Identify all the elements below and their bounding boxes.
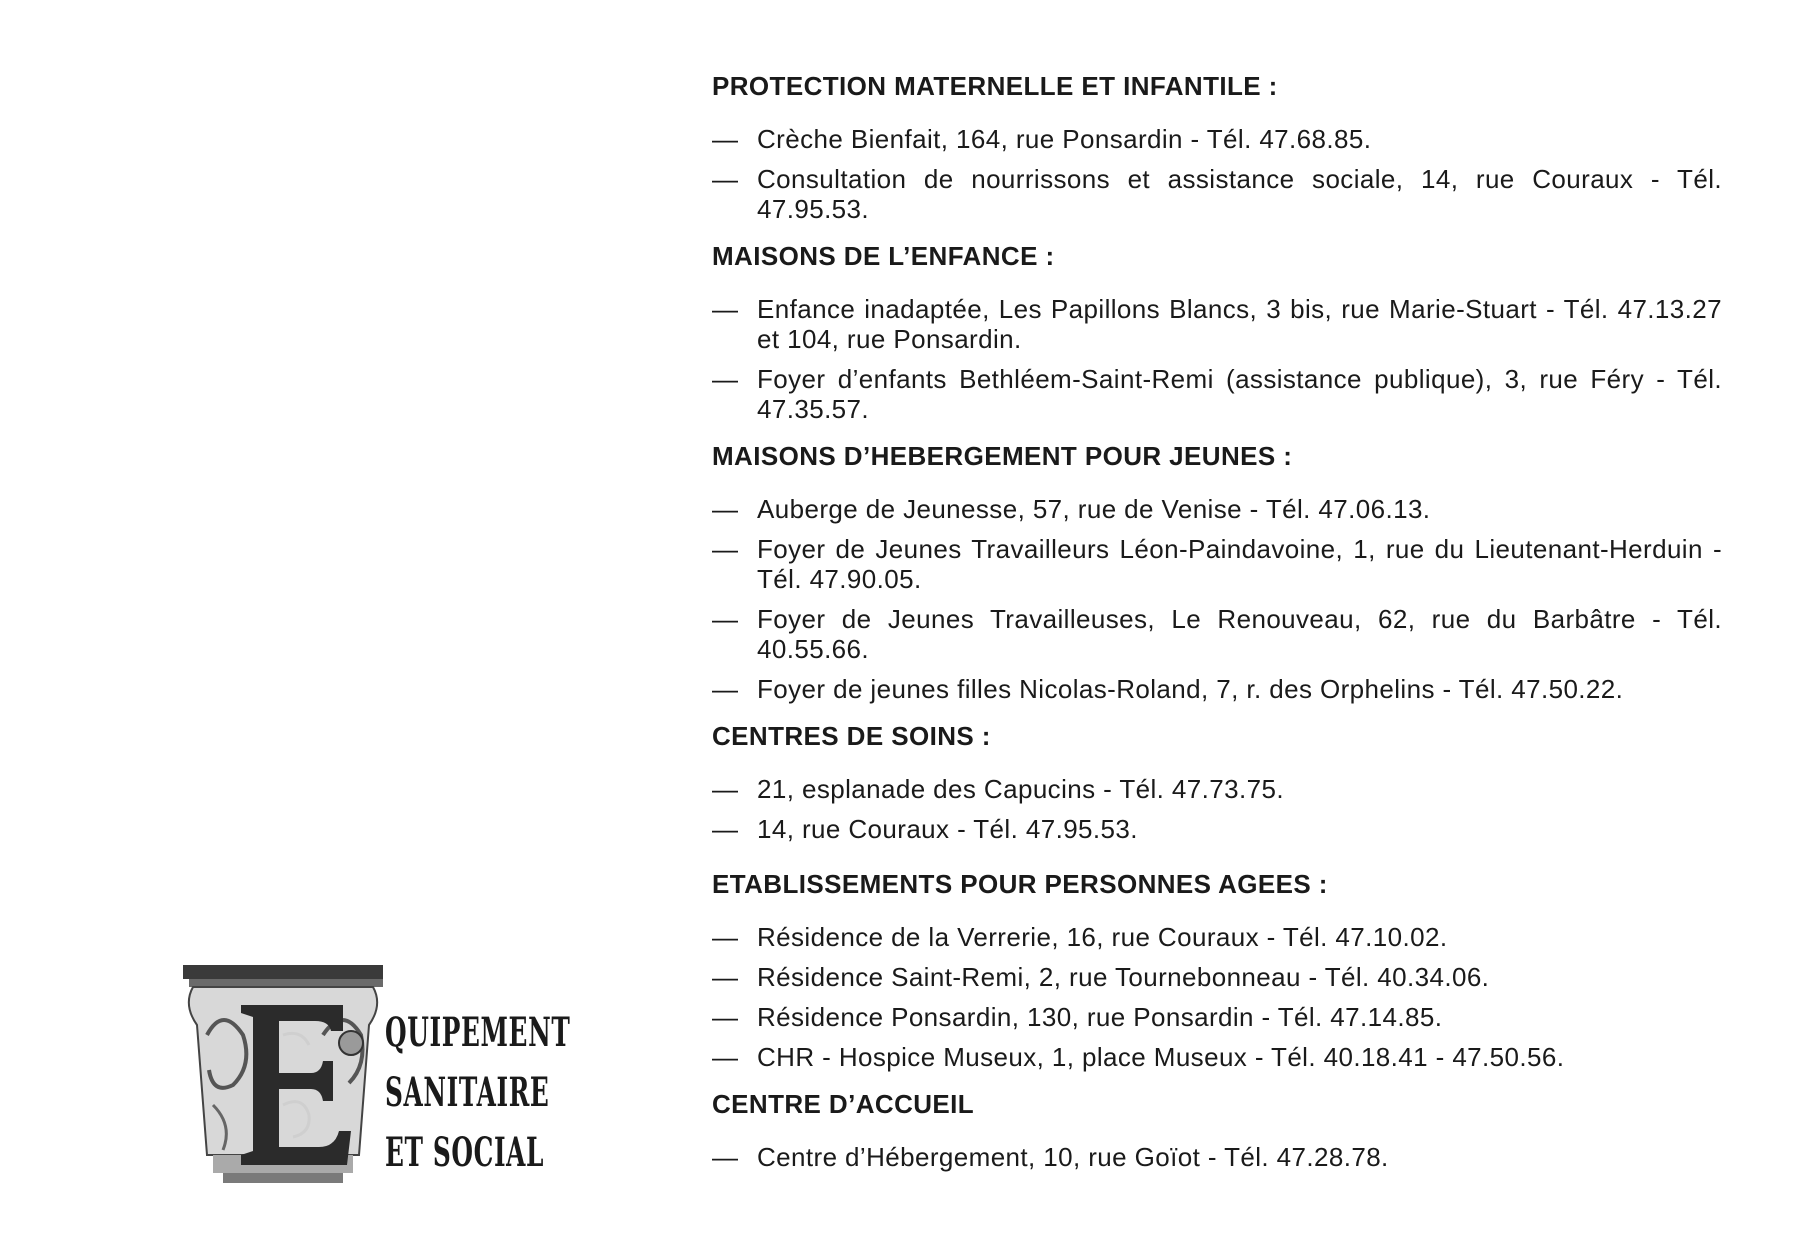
entry-text: Consultation de nourrissons et assistance sociale, 14, rue Couraux - Tél. 47.95.53. bbox=[757, 164, 1722, 224]
dash-bullet: — bbox=[712, 124, 739, 154]
dash-bullet: — bbox=[712, 364, 739, 394]
list-item bbox=[712, 922, 1722, 952]
list-item bbox=[712, 124, 1722, 154]
entry-text: Auberge de Jeunesse, 57, rue de Venise - Tél. 47.06.13. bbox=[757, 494, 1431, 524]
entry-text: Centre d’Hébergement, 10, rue Goïot - Tél. 47.28.78. bbox=[757, 1142, 1389, 1172]
section-title: PROTECTION MATERNELLE ET INFANTILE : bbox=[712, 71, 1278, 101]
list-item bbox=[712, 674, 1722, 704]
heading-line: ET SOCIAL bbox=[385, 1129, 545, 1176]
entry-text: Crèche Bienfait, 164, rue Ponsardin - Tél. 47.68.85. bbox=[757, 124, 1372, 154]
chapter-heading-text bbox=[385, 1003, 570, 1183]
dash-bullet: — bbox=[712, 922, 739, 952]
dash-bullet: — bbox=[712, 164, 739, 194]
dash-bullet: — bbox=[712, 774, 739, 804]
dash-bullet: — bbox=[712, 534, 739, 564]
list-item bbox=[712, 774, 1722, 804]
dash-bullet: — bbox=[712, 1002, 739, 1032]
entry-text: 14, rue Couraux - Tél. 47.95.53. bbox=[757, 814, 1138, 844]
entry-text: Résidence Saint-Remi, 2, rue Tournebonneau - Tél. 40.34.06. bbox=[757, 962, 1490, 992]
list-item bbox=[712, 814, 1722, 844]
dash-bullet: — bbox=[712, 494, 739, 524]
dash-bullet: — bbox=[712, 604, 739, 634]
dash-bullet: — bbox=[712, 962, 739, 992]
section-title: CENTRE D’ACCUEIL bbox=[712, 1089, 975, 1119]
dash-bullet: — bbox=[712, 1142, 739, 1172]
section-entries bbox=[712, 294, 1722, 424]
section-entries bbox=[712, 1142, 1722, 1172]
list-item bbox=[712, 1142, 1722, 1172]
dash-bullet: — bbox=[712, 1042, 739, 1072]
entry-text: CHR - Hospice Museux, 1, place Museux - Tél. 40.18.41 - 47.50.56. bbox=[757, 1042, 1565, 1072]
section-entries bbox=[712, 494, 1722, 704]
list-item bbox=[712, 294, 1722, 354]
heading-line: SANITAIRE bbox=[385, 1069, 550, 1116]
list-item bbox=[712, 1042, 1722, 1072]
entry-text: Foyer de Jeunes Travailleurs Léon-Paindavoine, 1, rue du Lieutenant-Herduin - Tél. 47.90.05. bbox=[757, 534, 1722, 594]
entry-text: Résidence Ponsardin, 130, rue Ponsardin - Tél. 47.14.85. bbox=[757, 1002, 1443, 1032]
section-entries bbox=[712, 774, 1722, 844]
entry-text: Foyer d’enfants Bethléem-Saint-Remi (assistance publique), 3, rue Féry - Tél. 47.35.57. bbox=[757, 364, 1722, 424]
entry-text: Résidence de la Verrerie, 16, rue Couraux - Tél. 47.10.02. bbox=[757, 922, 1448, 952]
entry-text: 21, esplanade des Capucins - Tél. 47.73.75. bbox=[757, 774, 1284, 804]
section-entries bbox=[712, 922, 1722, 1072]
list-item bbox=[712, 604, 1722, 664]
section-title: MAISONS DE L’ENFANCE : bbox=[712, 241, 1055, 271]
section-title: CENTRES DE SOINS : bbox=[712, 721, 991, 751]
dash-bullet: — bbox=[712, 814, 739, 844]
heading-line: QUIPEMENT bbox=[385, 1009, 571, 1056]
section-entries bbox=[712, 124, 1722, 224]
list-item bbox=[712, 1002, 1722, 1032]
list-item bbox=[712, 534, 1722, 594]
list-item bbox=[712, 494, 1722, 524]
entry-text: Foyer de jeunes filles Nicolas-Roland, 7, r. des Orphelins - Tél. 47.50.22. bbox=[757, 674, 1624, 704]
chapter-heading-ornament bbox=[183, 965, 573, 1195]
entry-text: Foyer de Jeunes Travailleuses, Le Renouveau, 62, rue du Barbâtre - Tél. 40.55.66. bbox=[757, 604, 1722, 664]
list-item bbox=[712, 962, 1722, 992]
ornamental-capital-illustration bbox=[183, 965, 383, 1195]
entry-text: Enfance inadaptée, Les Papillons Blancs, 3 bis, rue Marie-Stuart - Tél. 47.13.27 et 104, rue Ponsardin. bbox=[757, 294, 1722, 354]
dash-bullet: — bbox=[712, 294, 739, 324]
list-item bbox=[712, 364, 1722, 424]
dash-bullet: — bbox=[712, 674, 739, 704]
directory-content bbox=[712, 68, 1722, 1186]
section-title: ETABLISSEMENTS POUR PERSONNES AGEES : bbox=[712, 869, 1328, 899]
section-title: MAISONS D’HEBERGEMENT POUR JEUNES : bbox=[712, 441, 1293, 471]
list-item bbox=[712, 164, 1722, 224]
